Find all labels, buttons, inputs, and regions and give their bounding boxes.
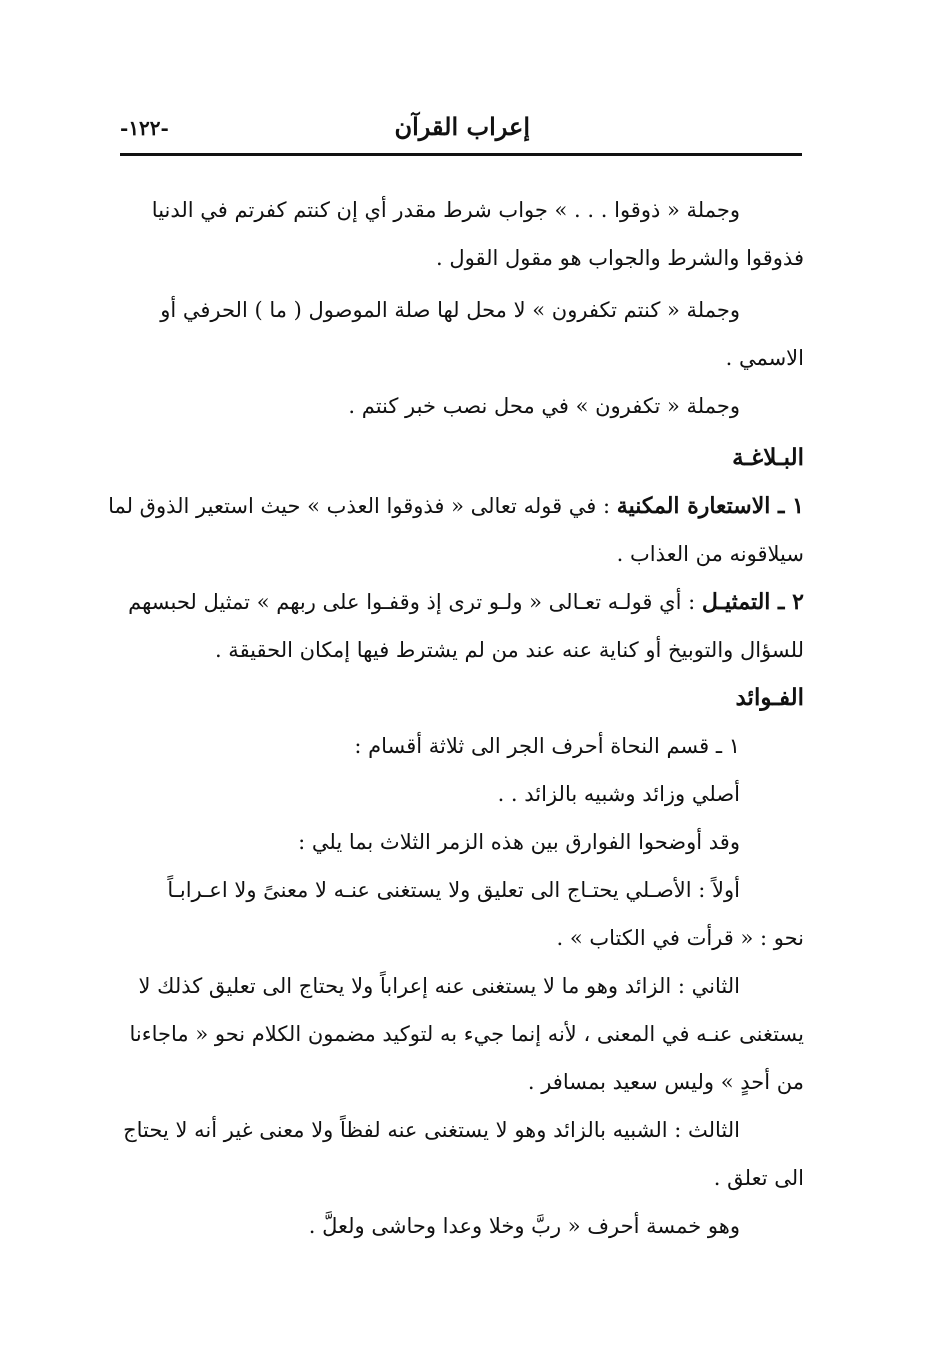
balagha-item-2-continuation: للسؤال والتوبيخ أو كناية عنه عند من لم يشترط فيها إمكان الحقيقة . (214, 638, 804, 662)
page-body (108, 186, 804, 1250)
fawaid-line: وقد أوضحوا الفوارق بين هذه الزمر الثلاث بما يلي : (298, 830, 740, 854)
fawaid-line: أصلي وزائد وشبيه بالزائد . . (497, 782, 740, 806)
balagha-item-1-continuation: سيلاقونه من العذاب . (616, 542, 804, 566)
page-header (120, 108, 802, 154)
fawaid-line: الثاني : الزائد وهو ما لا يستغنى عنه إعراباً ولا يحتاج الى تعليق كذلك لا (138, 974, 740, 998)
paragraph-line: وجملة « تكفرون » في محل نصب خبر كنتم . (348, 394, 740, 418)
running-title: إعراب القرآن (394, 112, 530, 141)
paragraph-line: وجملة « كنتم تكفرون » لا محل لها صلة الموصول ( ما ) الحرفي أو (160, 298, 740, 322)
balagha-item-1-text: : في قوله تعالى « فذوقوا العذب » حيث استعير الذوق لما (108, 494, 617, 518)
fawaid-line: يستغنى عنـه في المعنى ، لأنه إنما جيء به لتوكيد مضمون الكلام نحو « ماجاءنا (129, 1022, 804, 1046)
balagha-item-1-lead: ١ ـ الاستعارة المكنية (616, 493, 804, 519)
paragraph-line: وجملة « ذوقوا . . . » جواب شرط مقدر أي إن كنتم كفرتم في الدنيا (151, 198, 740, 222)
fawaid-line: ١ ـ قسم النحاة أحرف الجر الى ثلاثة أقسام : (354, 734, 740, 758)
balagha-item-1 (108, 482, 804, 530)
balagha-item-2-lead: ٢ ـ التمثيـل (701, 589, 804, 615)
paragraph-line: فذوقوا والشرط والجواب هو مقول القول . (435, 246, 804, 270)
fawaid-line: الثالث : الشبيه بالزائد وهو لا يستغنى عنه لفظاً ولا معنى غير أنه لا يحتاج (123, 1118, 740, 1142)
balagha-item-2-text: : أي قولـه تعـالى « ولـو ترى إذ وقفـوا على ربهم » تمثيل لحبسهم (128, 590, 702, 614)
fawaid-line: الى تعلق . (713, 1166, 804, 1190)
header-rule (120, 153, 802, 156)
balagha-heading: البـلاغـة (732, 444, 804, 471)
page-number: -١٢٢- (120, 116, 169, 140)
fawaid-heading: الفـوائد (735, 684, 804, 711)
paragraph-line: الاسمي . (725, 346, 804, 370)
balagha-item-2 (108, 578, 804, 626)
fawaid-line: وهو خمسة أحرف « ربَّ وخلا وعدا وحاشى ولعلَّ . (308, 1214, 740, 1238)
fawaid-line: نحو : « قرأت في الكتاب » . (556, 926, 804, 950)
fawaid-line: من أحدٍ » وليس سعيد بمسافر . (527, 1070, 804, 1094)
fawaid-line: أولاً : الأصـلي يحتـاج الى تعليق ولا يستغنى عنـه لا معنىً ولا اعـرابـاً (167, 878, 740, 902)
